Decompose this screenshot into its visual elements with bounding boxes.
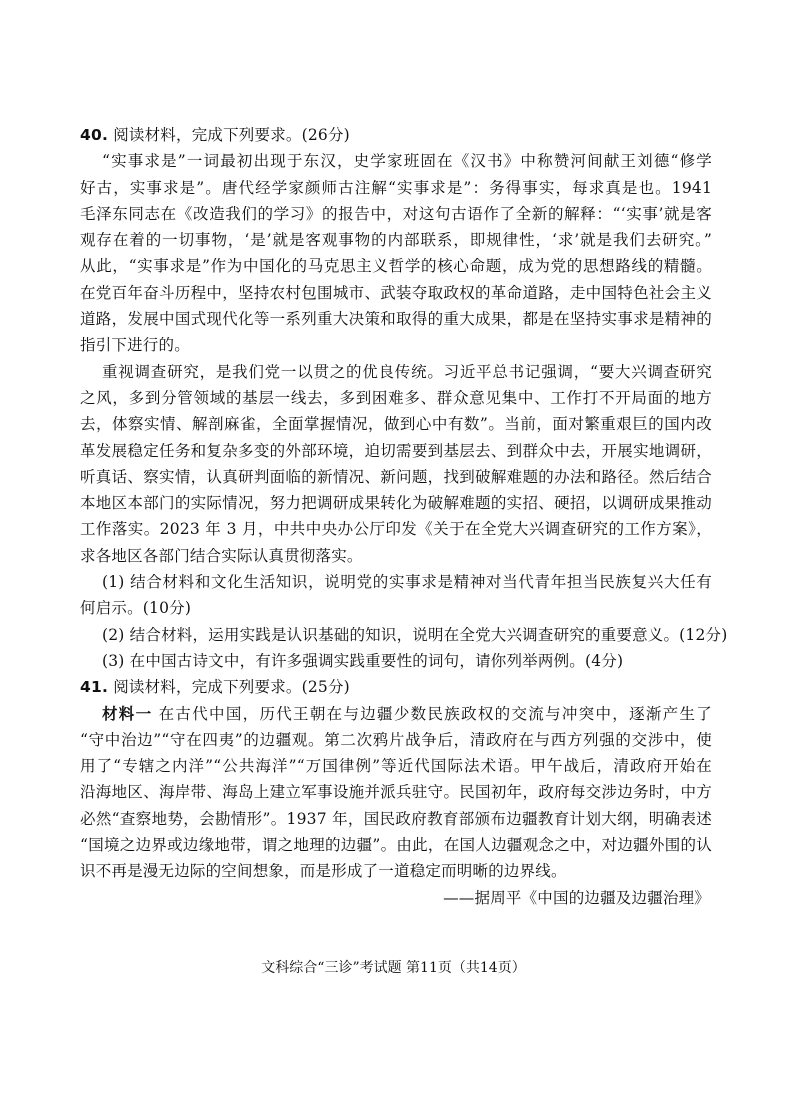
paragraph-line: 求各地区各部门结合实际认真贯彻落实。 [80,546,363,565]
question-number: 40. [80,126,109,144]
paragraph-line: 革发展稳定任务和复杂多变的外部环境，迫切需要到基层去、到群众中去，开展实地调研， [80,441,712,460]
paragraph-line: 观存在着的一切事物，‘是’就是客观事物的内部联系，即规律性，‘求’就是我们去研究。” [80,231,712,250]
paragraph-line: “守中治边”“守在四夷”的边疆观。第二次鸦片战争后，清政府在与西方列强的交涉中，使 [80,730,712,749]
paragraph-line: 从此，“实事求是”作为中国化的马克思主义哲学的核心命题，成为党的思想路线的精髓。 [80,257,712,276]
paragraph-line: 识不再是漫无边际的空间想象，而是形成了一道稳定而明晰的边界线。 [80,862,567,881]
question-heading-text: 阅读材料，完成下列要求。(25分) [108,678,350,697]
material-text: 在古代中国，历代王朝在与边疆少数民族政权的交流与冲突中，逐渐产生了 [152,704,712,723]
paragraph-line: 用了“专辖之内洋”“公共海洋”“万国律例”等近代国际法术语。甲午战后，清政府开始在 [80,757,712,776]
question-40-heading [80,122,712,148]
paragraph-line: 必然“查察地势，会勘情形”。1937 年，国民政府教育部颁布边疆教育计划大纲，明确表述 [80,809,712,828]
paragraph-line [80,701,712,727]
q40-paragraph-1 [80,148,712,358]
paragraph-line: 工作落实。2023 年 3 月，中共中央办公厅印发《关于在全党大兴调查研究的工作方案》， [80,520,712,539]
question-number: 41. [80,678,109,697]
paragraph-line: 重视调查研究，是我们党一以贯之的优良传统。习近平总书记强调，“要大兴调查研究 [102,362,712,381]
paragraph-line: 本地区本部门的实际情况，努力把调研成果转化为破解难题的实招、硬招，以调研成果推动 [80,494,712,513]
exam-page [80,122,728,911]
page-footer: 文科综合“三诊”考试题 第11页（共14页） [261,960,526,976]
material-source: ——据周平《中国的边疆及边疆治理》 [443,888,710,907]
q41-material-1 [80,701,712,885]
q40-subquestion-1 [80,569,712,622]
q40-subquestion-2: (2) 结合材料，运用实践是认识基础的知识，说明在全党大兴调查研究的重要意义。(12分) [102,625,728,644]
paragraph-line: 听真话、察实情，认真研判面临的新情况、新问题，找到破解难题的办法和路径。然后结合 [80,467,712,486]
question-heading-text: 阅读材料，完成下列要求。(26分) [108,126,350,144]
paragraph-line: 指引下进行的。 [80,336,190,355]
paragraph-line: 道路，发展中国式现代化等一系列重大决策和取得的重大成果，都是在坚持实事求是精神的 [80,310,712,329]
paragraph-line: 之风，多到分管领域的基层一线去，多到困难多、群众意见集中、工作打不开局面的地方 [80,388,712,407]
paragraph-line: 沿海地区、海岸带、海岛上建立军事设施并派兵驻守。民国初年，政府每交涉边务时，中方 [80,783,712,802]
q40-paragraph-2 [80,359,712,569]
paragraph-line: 去，体察实情、解剖麻雀，全面掌握情况，做到心中有数”。当前，面对繁重艰巨的国内改 [80,415,712,434]
paragraph-line: “实事求是”一词最初出现于东汉，史学家班固在《汉书》中称赞河间献王刘德“修学 [102,152,712,171]
paragraph-line: 好古，实事求是”。唐代经学家颜师古注解“实事求是”：务得事实，每求真是也。1941 [80,178,712,197]
paragraph-line: 毛泽东同志在《改造我们的学习》的报告中，对这句古语作了全新的解释：“‘实事’就是客 [80,204,712,223]
paragraph-line: “国境之边界或边缘地带，谓之地理的边疆”。由此，在国人边疆观念之中，对边疆外围的认 [80,836,712,855]
paragraph-line: 在党百年奋斗历程中，坚持农村包围城市、武装夺取政权的革命道路，走中国特色社会主义 [80,283,712,302]
material-label: 材料一 [102,703,153,723]
subquestion-line: 何启示。(10分) [80,599,192,618]
question-41-heading [80,674,712,700]
subquestion-line: (1) 结合材料和文化生活知识，说明党的实事求是精神对当代青年担当民族复兴大任有 [102,573,712,592]
q40-subquestion-3: (3) 在中国古诗文中，有许多强调实践重要性的词句，请你列举两例。(4分) [102,651,624,670]
